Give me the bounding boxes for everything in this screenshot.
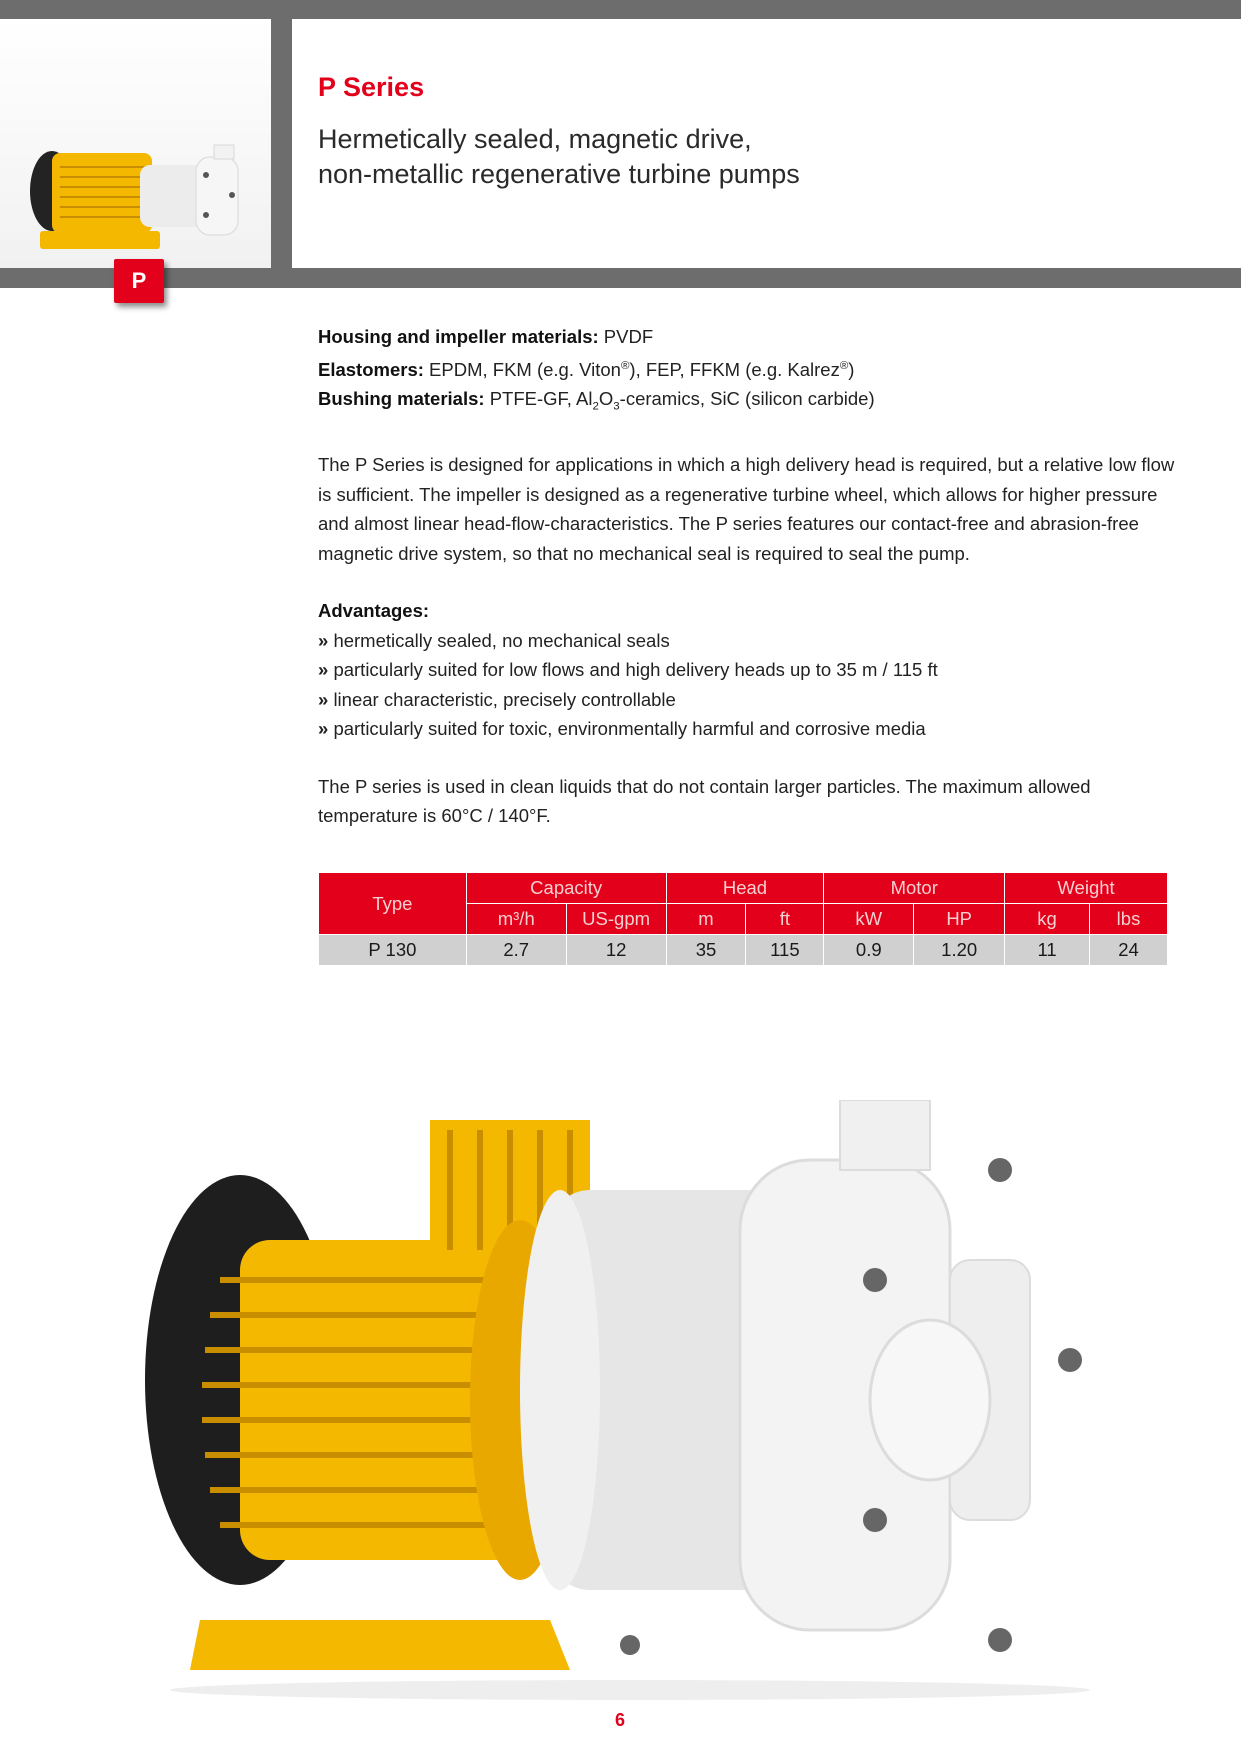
pump-thumbnail: [0, 19, 271, 268]
subscript-2: 2: [592, 400, 599, 413]
series-title: P Series: [318, 72, 425, 102]
bushing-text-c: -ceramics, SiC (silicon carbide): [619, 388, 875, 410]
elastomers-line: [318, 352, 1178, 385]
unit-cell: US-gpm: [566, 904, 666, 935]
unit-cell: kW: [824, 904, 914, 935]
header-type: Type: [319, 873, 467, 935]
page-number: 6: [614, 1710, 625, 1730]
table-cell: 24: [1090, 935, 1168, 966]
table-cell: 12: [566, 935, 666, 966]
list-item: » hermetically sealed, no mechanical seals: [318, 626, 1178, 656]
registered-mark: ®: [620, 359, 630, 372]
bushing-line: [318, 384, 1178, 422]
table-header-row: [319, 873, 1168, 904]
list-item: » particularly suited for toxic, environmentally harmful and corrosive media: [318, 714, 1178, 744]
usage-paragraph: The P series is used in clean liquids that do not contain larger particles. The maximum allowed temperature is 60°C / 140°F.: [318, 775, 1091, 827]
housing-label: Housing and impeller materials:: [318, 326, 599, 347]
table-cell: P 130: [319, 935, 467, 966]
content-body: [318, 322, 1178, 831]
elastomers-text-b: ), FEP, FFKM (e.g. Kalrez: [629, 358, 840, 380]
housing-value: PVDF: [603, 326, 654, 347]
unit-cell: m³/h: [466, 904, 566, 935]
advantages-list: [318, 626, 1178, 744]
unit-cell: kg: [1005, 904, 1090, 935]
table-cell: 2.7: [466, 935, 566, 966]
unit-cell: HP: [914, 904, 1005, 935]
pump-photo: [130, 1100, 1120, 1700]
table-row: [319, 935, 1168, 966]
description-paragraph: The P Series is designed for applications in which a high delivery head is required, but a relative low flow is sufficient. The impeller is designed as a regenerative turbine wheel, which allows for higher pressure and almost linear head-flow-characteristics. The P series features our contact-free and abrasion-free magnetic drive system, so that no mechanical seal is required to seal the pump.: [318, 454, 1175, 564]
registered-mark: ®: [839, 359, 849, 372]
header-capacity: Capacity: [466, 873, 666, 904]
table-cell: 11: [1005, 935, 1090, 966]
table-cell: 35: [666, 935, 746, 966]
elastomers-text-c: ): [848, 358, 855, 380]
elastomers-text-a: EPDM, FKM (e.g. Viton: [429, 358, 621, 380]
unit-cell: ft: [746, 904, 824, 935]
series-badge: P: [114, 259, 164, 303]
bushing-text-a: PTFE-GF, Al: [489, 388, 593, 410]
list-item: » particularly suited for low flows and high delivery heads up to 35 m / 115 ft: [318, 655, 1178, 685]
advantages-heading: Advantages:: [318, 600, 430, 622]
unit-cell: lbs: [1090, 904, 1168, 935]
housing-line: [318, 322, 1178, 352]
subtitle-line-1: Hermetically sealed, magnetic drive,: [318, 124, 752, 154]
spec-table: [318, 872, 1168, 966]
list-item: » linear characteristic, precisely controllable: [318, 685, 1178, 715]
pump-photo-image: [130, 1100, 1120, 1700]
bushing-text-b: O: [598, 388, 614, 410]
subscript-3: 3: [613, 400, 620, 413]
bushing-label: Bushing materials:: [318, 388, 485, 410]
table-cell: 0.9: [824, 935, 914, 966]
series-subtitle: [318, 122, 1118, 192]
header-head: Head: [666, 873, 824, 904]
pump-thumbnail-image: [0, 19, 271, 268]
unit-cell: m: [666, 904, 746, 935]
elastomers-label: Elastomers:: [318, 358, 424, 380]
header-motor: Motor: [824, 873, 1005, 904]
header-weight: Weight: [1005, 873, 1168, 904]
subtitle-line-2: non-metallic regenerative turbine pumps: [318, 159, 800, 189]
table-cell: 1.20: [914, 935, 1005, 966]
table-cell: 115: [746, 935, 824, 966]
